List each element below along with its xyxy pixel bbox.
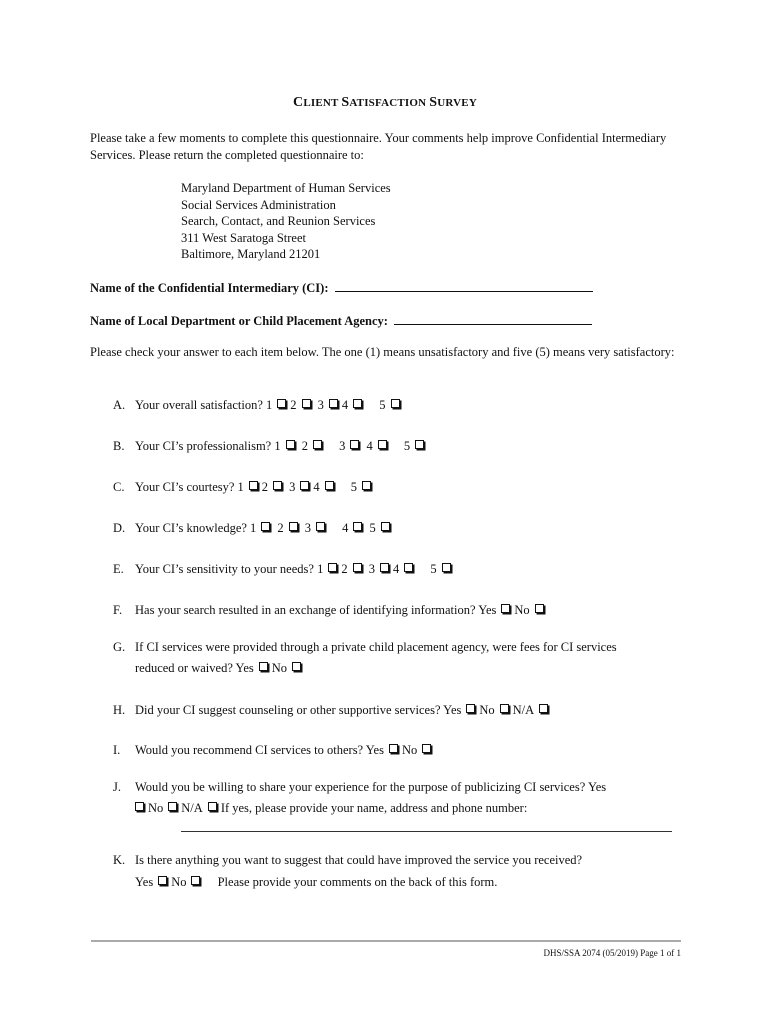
no-checkbox[interactable] (168, 802, 177, 811)
question-a: A. Your overall satisfaction? 1 2 3 4 5 (113, 395, 404, 415)
rating-checkbox-3[interactable] (300, 481, 309, 490)
address-line: Social Services Administration (181, 197, 336, 212)
rating-checkbox-5[interactable] (362, 481, 371, 490)
rating-checkbox-1[interactable] (277, 399, 286, 408)
rating-checkbox-1[interactable] (249, 481, 258, 490)
question-g: G. If CI services were provided through a private child placement agency, were fees for CI services (113, 640, 617, 654)
rating-checkbox-5[interactable] (391, 399, 400, 408)
question-d: D. Your CI’s knowledge? 1 2 3 4 5 (113, 518, 394, 538)
instructions: Please check your answer to each item below. The one (1) means unsatisfactory and five (5) means very satisfactory: (90, 345, 675, 359)
yes-checkbox[interactable] (466, 704, 475, 713)
form-footer: DHS/SSA 2074 (05/2019) Page 1 of 1 (543, 948, 681, 958)
question-k: K. Is there anything you want to suggest that could have improved the service you received? (113, 853, 583, 867)
page-title: CLIENT SATISFACTION SURVEY (293, 95, 477, 110)
no-checkbox[interactable] (535, 604, 544, 613)
rating-checkbox-2[interactable] (302, 399, 311, 408)
agency-name-input[interactable] (394, 312, 592, 325)
rating-checkbox-3[interactable] (350, 440, 359, 449)
question-j-continued: No N/A If yes, please provide your name, address and phone number: (135, 798, 527, 818)
yes-checkbox[interactable] (158, 876, 167, 885)
rating-checkbox-3[interactable] (329, 399, 338, 408)
rating-checkbox-5[interactable] (442, 563, 451, 572)
rating-checkbox-1[interactable] (286, 440, 295, 449)
rating-checkbox-3[interactable] (316, 522, 325, 531)
rating-checkbox-5[interactable] (381, 522, 390, 531)
na-checkbox[interactable] (539, 704, 548, 713)
ci-name-field (90, 279, 593, 296)
address-line: Baltimore, Maryland 21201 (181, 247, 321, 261)
rating-checkbox-2[interactable] (289, 522, 298, 531)
na-checkbox[interactable] (208, 802, 217, 811)
rating-checkbox-1[interactable] (328, 563, 337, 572)
rating-checkbox-1[interactable] (261, 522, 270, 531)
mailing-address (181, 180, 391, 263)
no-checkbox[interactable] (292, 662, 301, 671)
yes-checkbox[interactable] (259, 662, 268, 671)
agency-name-field (90, 312, 592, 329)
question-j: J. Would you be willing to share your experience for the purpose of publicizing CI services? Yes (113, 780, 607, 794)
footer-divider (91, 940, 681, 942)
yes-checkbox[interactable] (135, 802, 144, 811)
no-checkbox[interactable] (500, 704, 509, 713)
rating-checkbox-5[interactable] (415, 440, 424, 449)
rating-checkbox-3[interactable] (380, 563, 389, 572)
question-e: E. Your CI’s sensitivity to your needs? 1 2 3 4 5 (113, 559, 455, 579)
question-i: I. Would you recommend CI services to others? Yes No (113, 740, 435, 760)
rating-checkbox-4[interactable] (378, 440, 387, 449)
no-checkbox[interactable] (191, 876, 200, 885)
rating-checkbox-2[interactable] (313, 440, 322, 449)
rating-checkbox-4[interactable] (353, 522, 362, 531)
question-h: H. Did your CI suggest counseling or other supportive services? Yes No N/A (113, 700, 552, 720)
question-g-continued: reduced or waived? Yes No (135, 658, 305, 678)
yes-checkbox[interactable] (389, 744, 398, 753)
question-c: C. Your CI’s courtesy? 1 2 3 4 5 (113, 477, 375, 497)
yes-checkbox[interactable] (501, 604, 510, 613)
address-line: 311 West Saratoga Street (181, 230, 307, 245)
rating-checkbox-4[interactable] (404, 563, 413, 572)
question-k-continued: Yes No Please provide your comments on the back of this form. (135, 875, 498, 889)
question-f: F. Has your search resulted in an exchange of identifying information? Yes No (113, 600, 548, 620)
no-checkbox[interactable] (422, 744, 431, 753)
address-line: Maryland Department of Human Services (181, 181, 391, 195)
intro-paragraph: Please take a few moments to complete this questionnaire. Your comments help improve Confidential Intermediary Services. Please return the completed questionnaire to: (90, 131, 667, 162)
contact-info-input[interactable] (181, 831, 672, 832)
rating-checkbox-2[interactable] (353, 563, 362, 572)
ci-name-label: Name of the Confidential Intermediary (CI): (90, 281, 329, 295)
rating-checkbox-2[interactable] (273, 481, 282, 490)
ci-name-input[interactable] (335, 279, 593, 292)
question-b: B. Your CI’s professionalism? 1 2 3 4 5 (113, 436, 428, 456)
rating-checkbox-4[interactable] (353, 399, 362, 408)
agency-name-label: Name of Local Department or Child Placement Agency: (90, 314, 388, 328)
address-line: Search, Contact, and Reunion Services (181, 214, 376, 228)
rating-checkbox-4[interactable] (325, 481, 334, 490)
